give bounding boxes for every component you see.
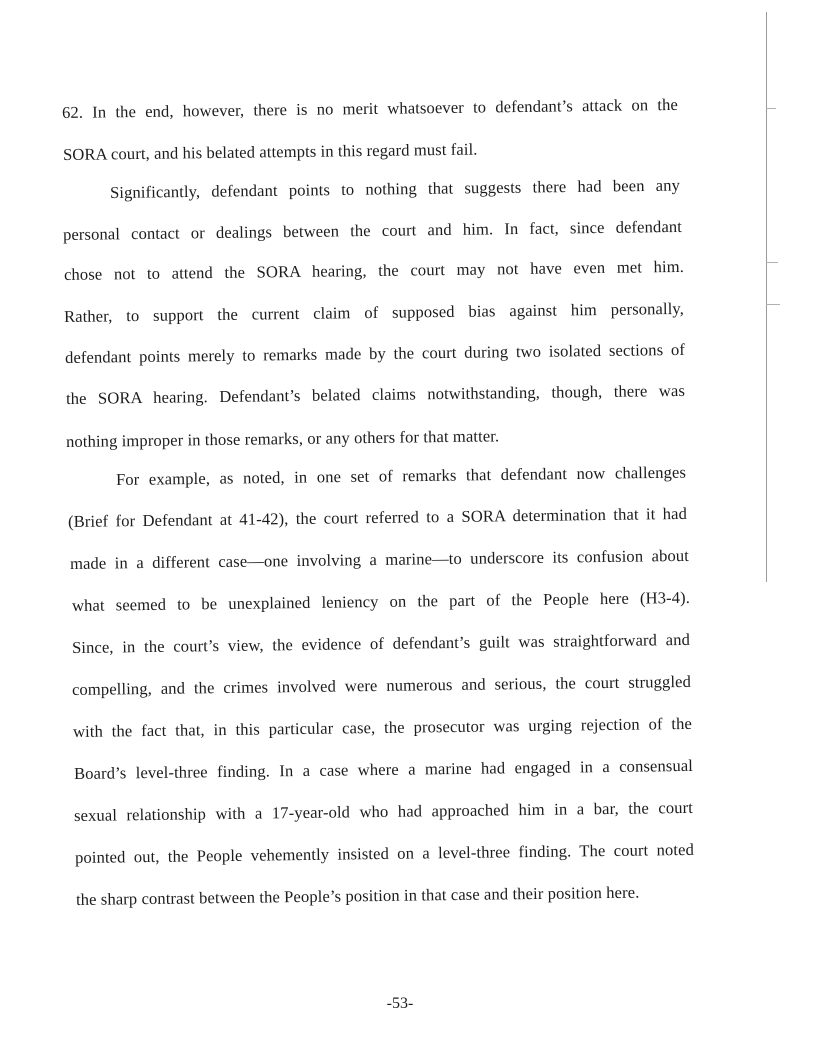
text-line: the sharp contrast between the People’s position in that case and their position here. [75,882,640,909]
text-line: Since, in the court’s view, the evidence of defendant’s guilt was straightforward and [71,629,691,657]
text-line: with the fact that, in this particular case, the prosecutor was urging rejection of the [72,713,693,741]
text-line: made in a different case—one involving a marine—to underscore its confusion about [69,545,690,573]
text-line: (Brief for Defendant at 41-42), the court referred to a SORA determination that it had [67,503,688,531]
text-line: personal contact or dealings between the court and him. In fact, since defendant [62,216,683,244]
text-line: chose not to attend the SORA hearing, the court may not have even met him. [63,256,685,284]
text-line: 62. In the end, however, there is no merit whatsoever to defendant’s attack on the [61,94,679,122]
text-line: Rather, to support the current claim of supposed bias against him personally, [63,298,685,326]
scan-edge-tick [766,262,778,263]
text-line: the SORA hearing. Defendant’s belated claims notwithstanding, though, there was [65,380,686,408]
text-line: SORA court, and his belated attempts in this regard must fail. [62,139,478,164]
text-line: sexual relationship with a 17-year-old who had approached him in a bar, the court [73,797,694,825]
text-line: Significantly, defendant points to nothing that suggests there had been any [109,175,681,202]
scan-edge-tick [766,304,780,305]
text-line: nothing improper in those remarks, or any others for that matter. [65,426,500,451]
text-line: pointed out, the People vehemently insisted on a level-three finding. The court noted [74,839,695,867]
text-line: For example, as noted, in one set of remarks that defendant now challenges [115,462,687,489]
page-number: -53- [386,995,414,1012]
text-line: what seemed to be unexplained leniency on the part of the People here (H3-4). [71,587,691,615]
text-line: defendant points merely to remarks made by the court during two isolated sections of [64,339,686,367]
scan-edge-tick [766,108,776,109]
text-line: Board’s level-three finding. In a case where a marine had engaged in a consensual [73,755,694,783]
text-line: compelling, and the crimes involved were numerous and serious, the court struggled [71,671,692,699]
scan-edge-line [766,12,767,582]
